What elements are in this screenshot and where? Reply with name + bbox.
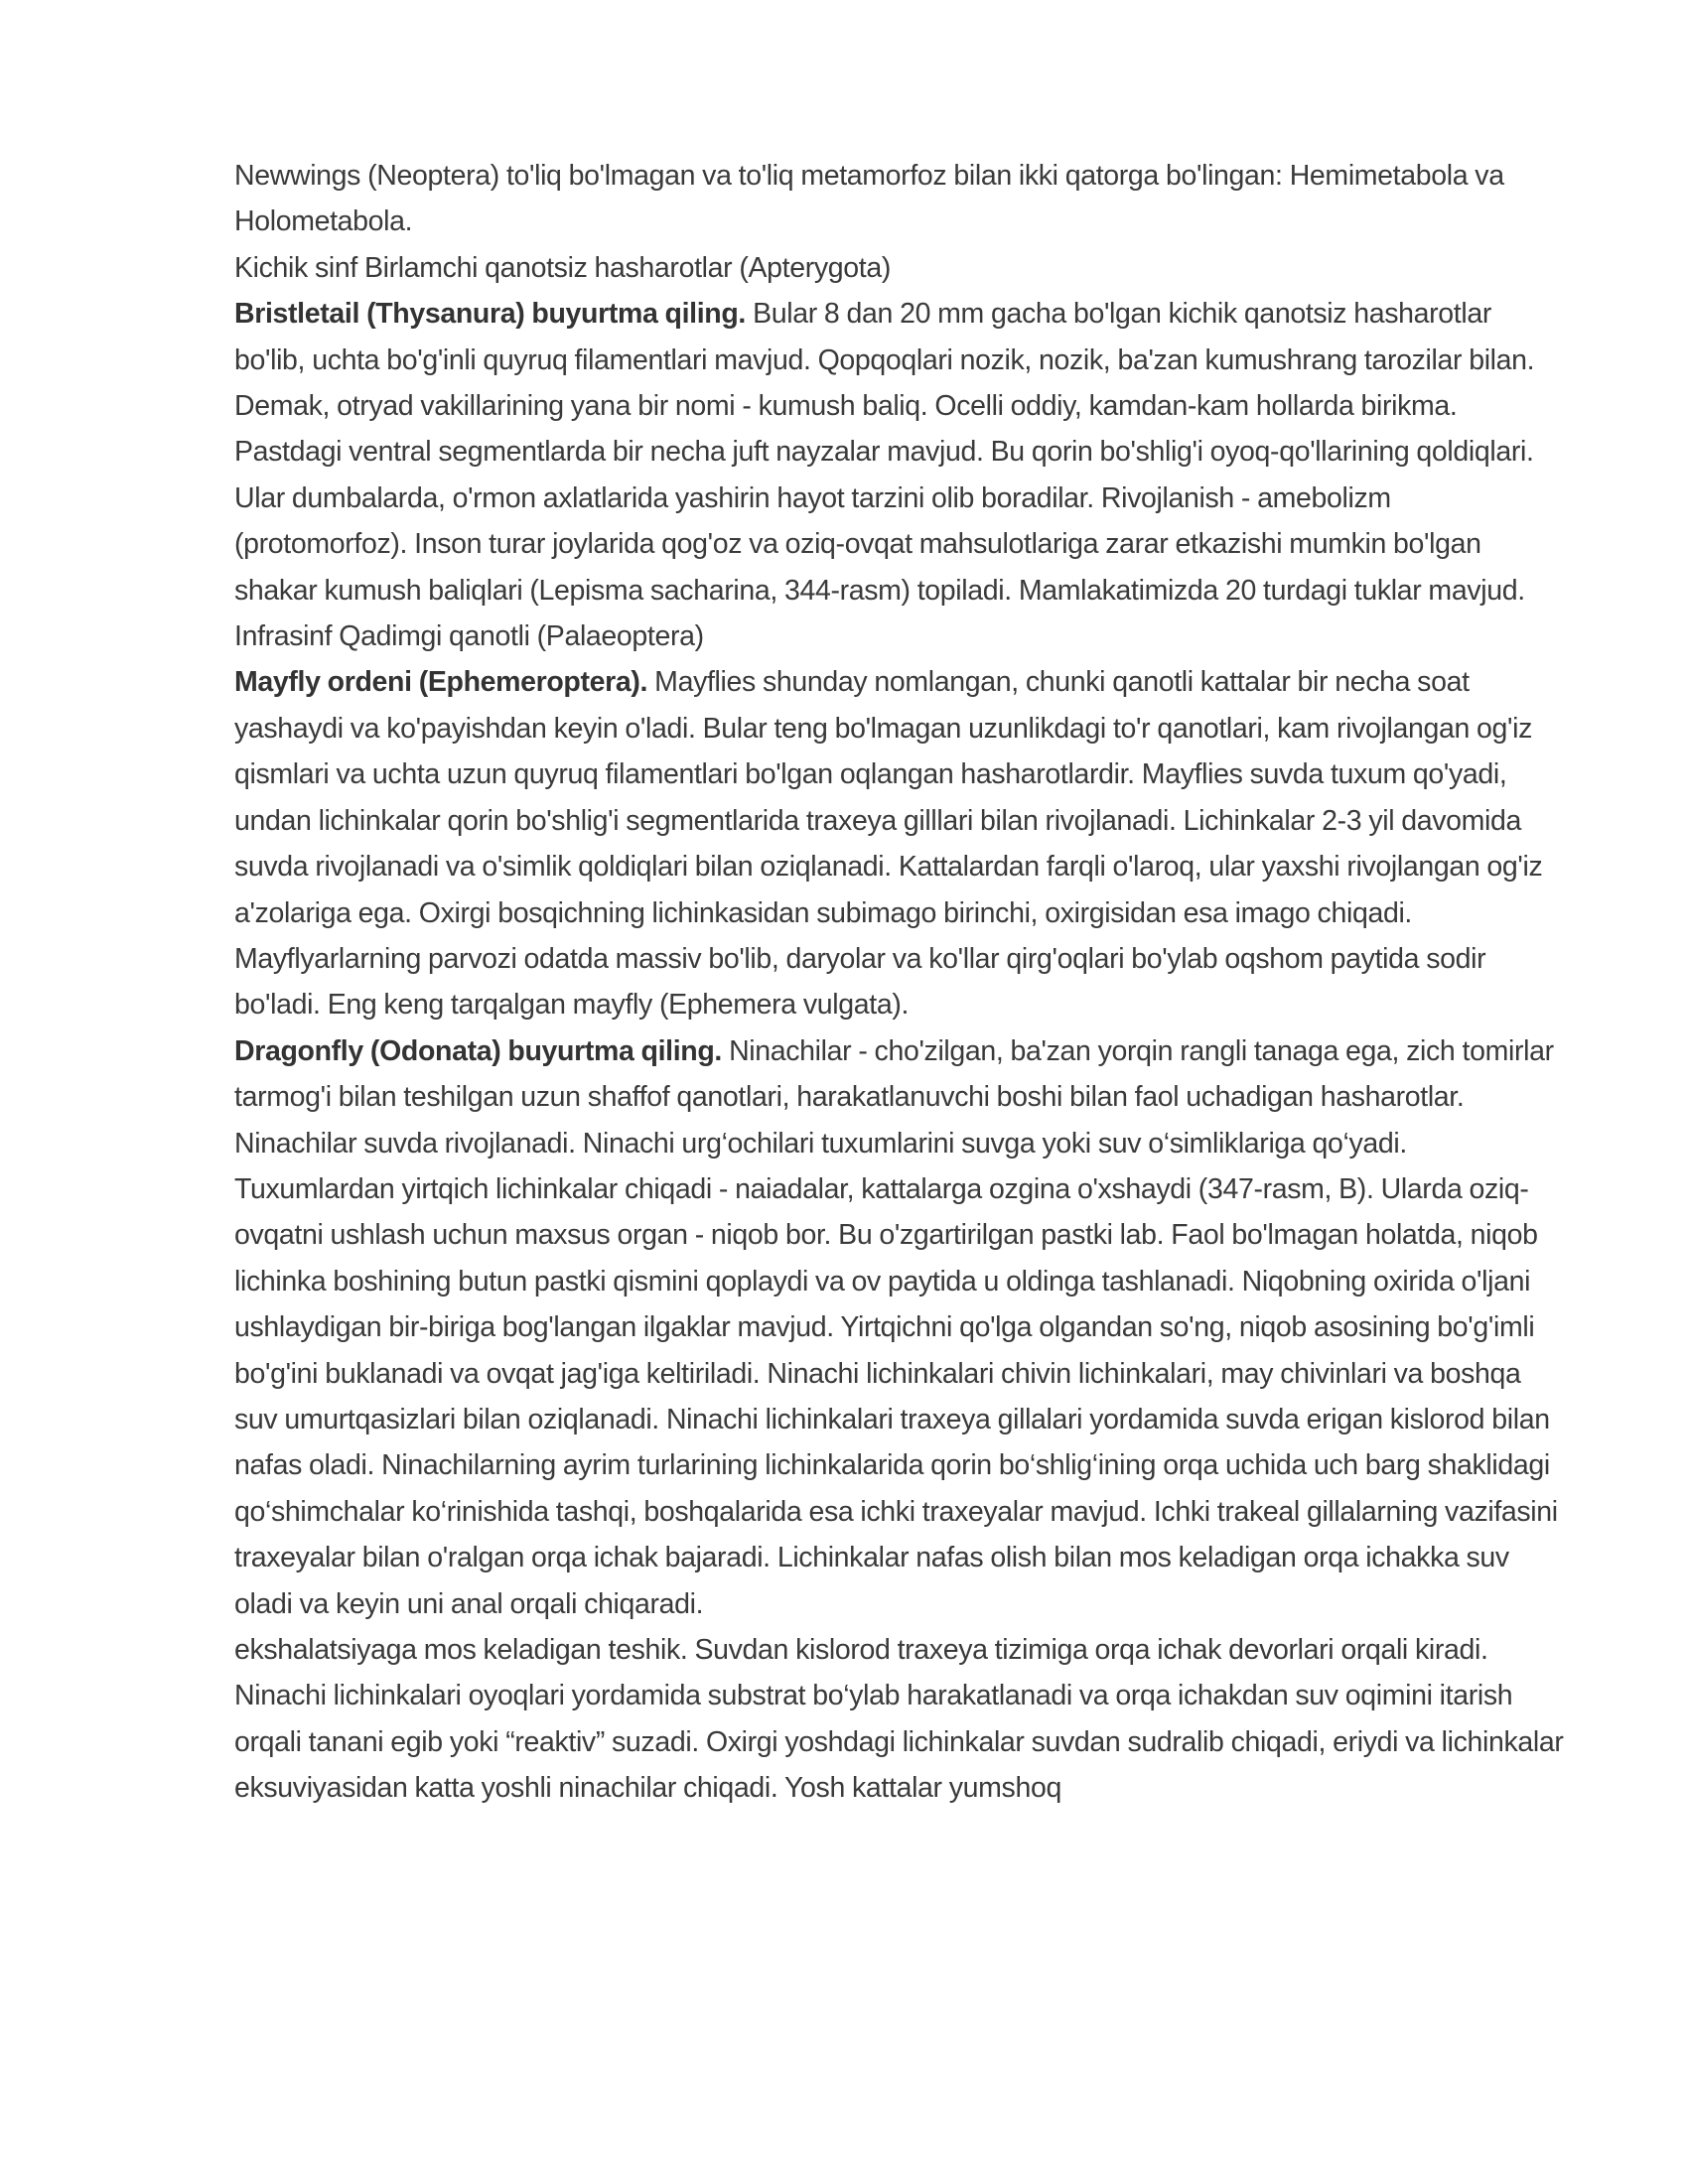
heading-apterygota [234, 245, 1565, 291]
paragraph-text: Bular 8 dan 20 mm gacha bo'lgan kichik qanotsiz hasharotlar bo'lib, uchta bo'g'inli quyruq filamentlari mavjud. Qopqoqlari nozik, nozik, ba'zan kumushrang tarozilar bilan. Demak, otryad vakillarining yana bir nomi - kumush baliq. Ocelli oddiy, kamdan-kam hollarda birikma. Pastdagi ventral segmentlarda bir necha juft nayzalar mavjud. Bu qorin bo'shlig'i oyoq-qo'llarining qoldiqlari. Ular dumbalarda, o'rmon axlatlarida yashirin hayot tarzini olib boradilar. Rivojlanish - amebolizm (protomorfoz). Inson turar joylarida qog'oz va oziq-ovqat mahsulotlariga zarar etkazishi mumkin bo'lgan shakar kumush baliqlari (Lepisma sacharina, 344-rasm) topiladi. Mamlakatimizda 20 turdagi tuklar mavjud. [234, 298, 1535, 607]
paragraph-odonata [234, 1028, 1565, 1121]
paragraph-text: Kichik sinf Birlamchi qanotsiz hasharotlar (Apterygota) [234, 251, 891, 284]
paragraph-text: Ninachilar - cho'zilgan, ba'zan yorqin rangli tanaga ega, zich tomirlar tarmog'i bilan teshilgan uzun shaffof qanotlari, harakatlanuvchi boshi bilan faol uchadigan hasharotlar. [234, 1034, 1554, 1114]
paragraph-lead: Bristletail (Thysanura) buyurtma qiling. [234, 298, 746, 331]
paragraph-neoptera [234, 153, 1565, 245]
paragraph-lead: Mayfly ordeni (Ephemeroptera). [234, 666, 648, 699]
paragraph-text: ekshalatsiyaga mos keladigan teshik. Suvdan kislorod traxeya tizimiga orqa ichak devorlari orqali kiradi. Ninachi lichinkalari oyoqlari yordamida substrat bo‘ylab harakatlanadi va orqa ichakdan suv oqimini itarish orqali tanani egib yoki “reaktiv” suzadi. Oxirgi yoshdagi lichinkalar suvdan sudralib chiqadi, eriydi va lichinkalar eksuviyasidan katta yoshli ninachilar chiqadi. Yosh kattalar yumshoq [234, 1634, 1564, 1805]
paragraph-dragonfly-development [234, 1121, 1565, 1627]
document-page [234, 153, 1565, 1812]
paragraph-text: Infrasinf Qadimgi qanotli (Palaeoptera) [234, 620, 704, 653]
paragraph-dragonfly-respiration [234, 1627, 1565, 1812]
heading-palaeoptera [234, 614, 1565, 659]
paragraph-thysanura [234, 291, 1565, 614]
paragraph-text: Newwings (Neoptera) to'liq bo'lmagan va to'liq metamorfoz bilan ikki qatorga bo'lingan: Hemimetabola va Holometabola. [234, 160, 1504, 238]
paragraph-lead: Dragonfly (Odonata) buyurtma qiling. [234, 1034, 722, 1067]
paragraph-text: Ninachilar suvda rivojlanadi. Ninachi urg‘ochilari tuxumlarini suvga yoki suv o‘simliklariga qo‘yadi. Tuxumlardan yirtqich lichinkalar chiqadi - naiadalar, kattalarga ozgina o'xshaydi (347-rasm, B). Ularda oziq-ovqatni ushlash uchun maxsus organ - niqob bor. Bu o'zgartirilgan pastki lab. Faol bo'lmagan holatda, niqob lichinka boshining butun pastki qismini qoplaydi va ov paytida u oldinga tashlanadi. Niqobning oxirida o'ljani ushlaydigan bir-biriga bog'langan ilgaklar mavjud. Yirtqichni qo'lga olgandan so'ng, niqob asosining bo'g'imli bo'g'ini buklanadi va ovqat jag'iga keltiriladi. Ninachi lichinkalari chivin lichinkalari, may chivinlari va boshqa suv umurtqasizlari bilan oziqlanadi. Ninachi lichinkalari traxeya gillalari yordamida suvda erigan kislorod bilan nafas oladi. Ninachilarning ayrim turlarining lichinkalarida qorin bo‘shlig‘ining orqa uchida uch barg shaklidagi qo‘shimchalar ko‘rinishida tashqi, boshqalarida esa ichki traxeyalar mavjud. Ichki trakeal gillalarning vazifasini traxeyalar bilan o'ralgan orqa ichak bajaradi. Lichinkalar nafas olish bilan mos keladigan orqa ichakka suv oladi va keyin uni anal orqali chiqaradi. [234, 1127, 1558, 1620]
paragraph-text: Mayflies shunday nomlangan, chunki qanotli kattalar bir necha soat yashaydi va ko'payishdan keyin o'ladi. Bular teng bo'lmagan uzunlikdagi to'r qanotlari, kam rivojlangan og'iz qismlari va uchta uzun quyruq filamentlari bo'lgan oqlangan hasharotlardir. Mayflies suvda tuxum qo'yadi, undan lichinkalar qorin bo'shlig'i segmentlarida traxeya gilllari bilan rivojlanadi. Lichinkalar 2-3 yil davomida suvda rivojlanadi va o'simlik qoldiqlari bilan oziqlanadi. Kattalardan farqli o'laroq, ular yaxshi rivojlangan og'iz a'zolariga ega. Oxirgi bosqichning lichinkasidan subimago birinchi, oxirgisidan esa imago chiqadi. Mayflyarlarning parvozi odatda massiv bo'lib, daryolar va ko'llar qirg'oqlari bo'ylab oqshom paytida sodir bo'ladi. Eng keng tarqalgan mayfly (Ephemera vulgata). [234, 666, 1543, 1022]
paragraph-ephemeroptera [234, 659, 1565, 1027]
